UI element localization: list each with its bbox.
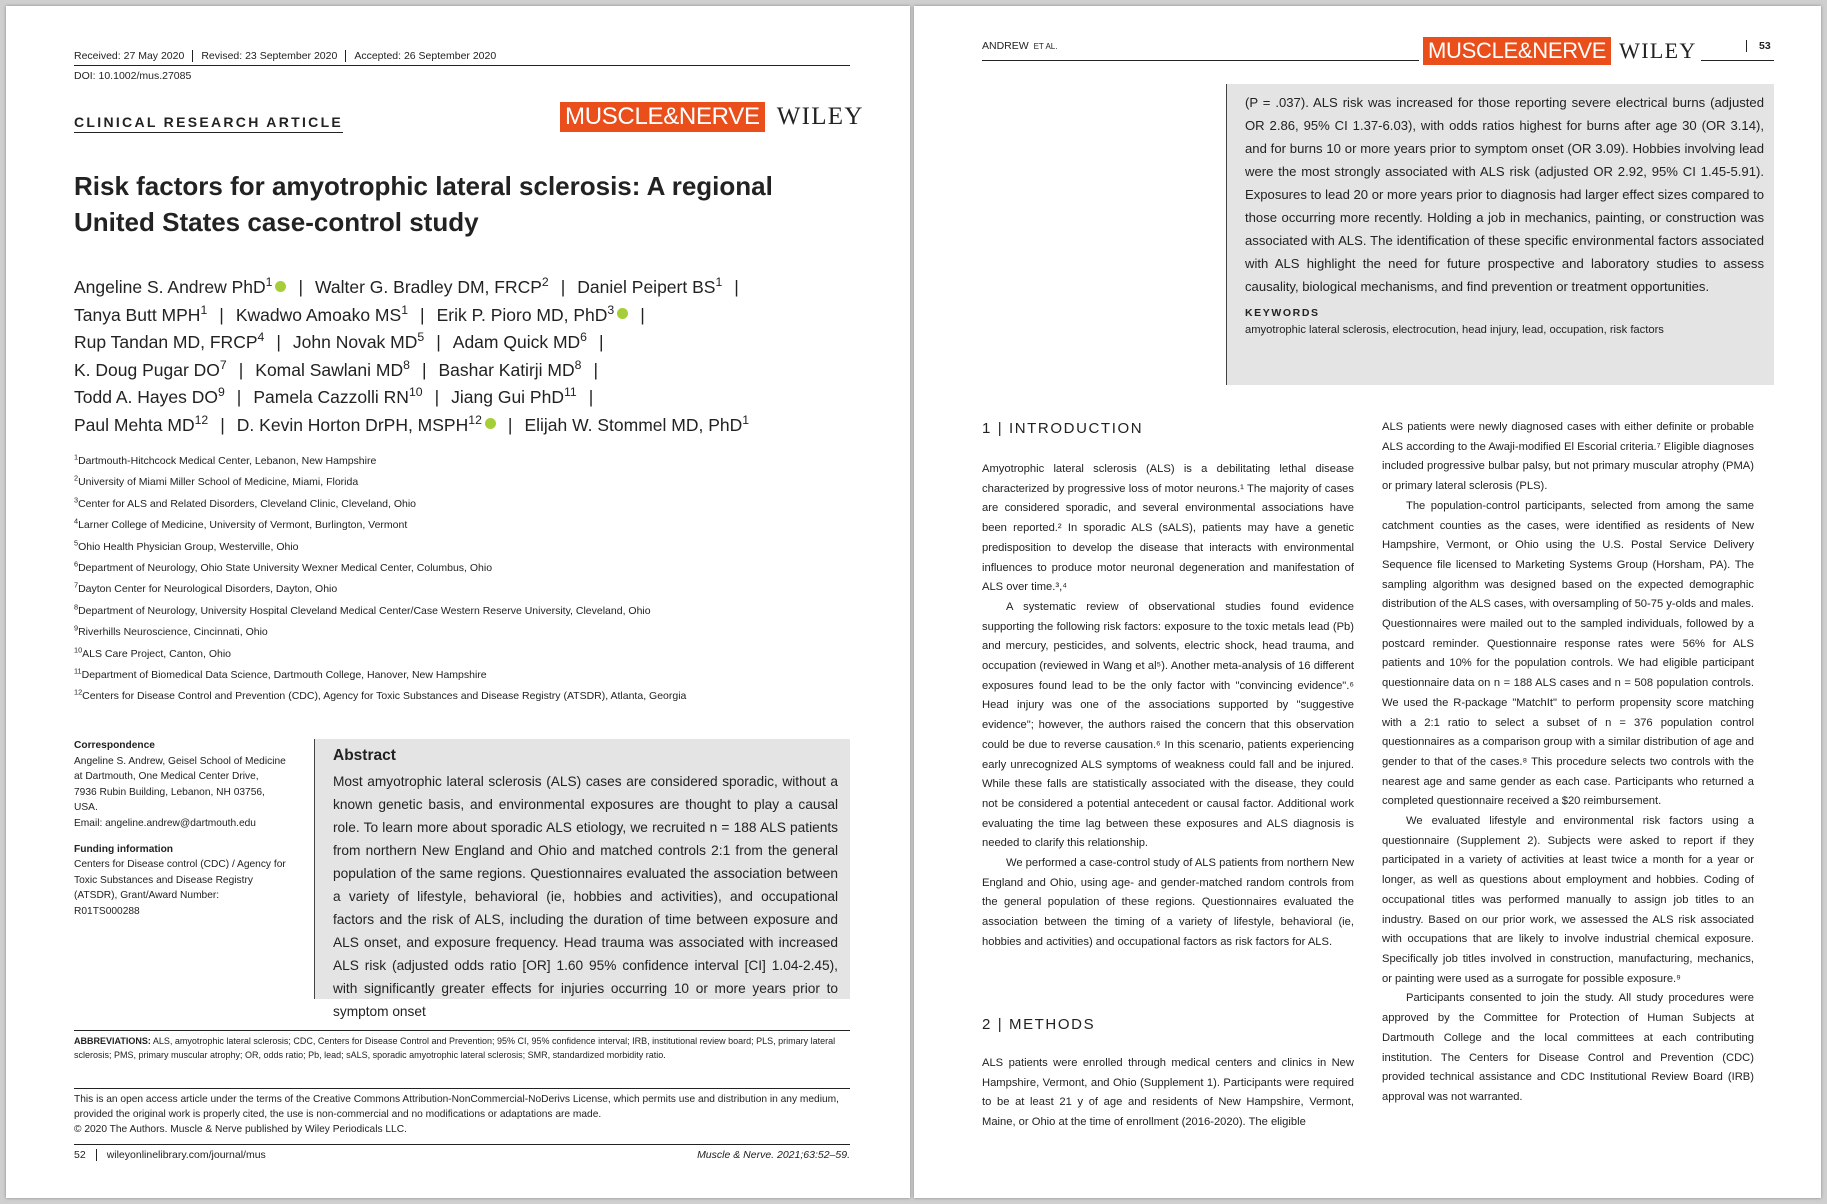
author-name[interactable]: Paul Mehta MD xyxy=(74,414,195,435)
affiliation-text: Dartmouth-Hitchcock Medical Center, Lebanon, New Hampshire xyxy=(78,455,377,467)
keywords-heading: KEYWORDS xyxy=(1245,307,1320,319)
author-name[interactable]: Bashar Katirji MD xyxy=(438,359,575,380)
author-affiliation-number: 3 xyxy=(607,302,615,317)
abstract-heading: Abstract xyxy=(333,747,396,764)
affiliation-text: Center for ALS and Related Disorders, Cleveland Clinic, Cleveland, Ohio xyxy=(78,497,417,510)
author-name[interactable]: Angeline S. Andrew PhD xyxy=(74,277,266,297)
author-separator: | xyxy=(434,387,440,407)
author-line xyxy=(74,302,874,330)
methods-paragraph: We evaluated lifestyle and environmental risk factors using a questionnaire (Supplement 2). Subjects were asked to report if they participated in a variety of activities at least twice a month for a year or longer, as well as questions about employment and hobbies. Coding of occupational titles was performed manually to assign job titles to an industry. Based on our prior work, we assessed the ALS risk associated with occupations that are likely to involve industrial chemical exposure. Specifically job titles involved in construction, manufacturing, mechanics, or painting were used as a surrogate for possible exposure.⁹ xyxy=(1382,815,1754,985)
header-rule xyxy=(74,65,850,66)
abstract-continued-text: (P = .037). ALS risk was increased for those reporting severe electrical burns (adjusted OR 2.86, 95% CI 1.37-6.03), with odds ratios highest for burns after age 30 (OR 3.14), and for burns 10 or more years prior to symptom onset (OR 3.09). Hobbies involving lead were the most strongly associated with ALS risk (adjusted OR 2.92, 95% CI 1.45-5.91). Exposures to lead 20 or more years prior to diagnosis had larger effect sizes compared to those occurring more recently. Holding a job in mechanics, painting, or construction was associated with ALS. The identification of these specific environmental factors associated with ALS highlight the need for future prospective and laboratory studies to assess causality, biological mechanisms, and find prevention or treatment opportunities. xyxy=(1245,95,1764,294)
affiliation-text: ALS Care Project, Canton, Ohio xyxy=(82,647,231,660)
author-separator: | xyxy=(436,332,441,352)
author-separator: | xyxy=(640,304,645,325)
author-affiliation-number: 4 xyxy=(257,330,265,345)
affiliation-text: Dayton Center for Neurological Disorders, Dayton, Ohio xyxy=(78,583,338,596)
funding-line: R01TS000288 xyxy=(74,905,140,917)
author-affiliation-number: 2 xyxy=(541,275,549,290)
affiliation-list xyxy=(74,451,874,708)
received-date: Received: 27 May 2020 xyxy=(74,50,193,62)
author-separator: | xyxy=(560,277,566,297)
abbreviations-text: ALS, amyotrophic lateral sclerosis; CDC, Centers for Disease Control and Prevention; 95% CI, 95% confidence interval; IRB, institutional review board; PLS, primary lateral sclerosis; PMS, primary muscular atrophy; OR, odds ratio; Pb, lead; sALS, sporadic amyotrophic lateral sclerosis; SMR, standardized morbidity ratio. xyxy=(74,1036,836,1060)
methods-paragraph: The population-control participants, selected from among the same catchment counties as the cases, were identified as residents of New Hampshire, Vermont, or Ohio using the U.S. Postal Service Delivery Sequence file licensed to Marketing Systems Group (Horsham, PA). The sampling algorithm was designed based on the expected demographic distribution of the ALS cases, with oversampling of 50-75 y-olds and males. Questionnaires were mailed out to the sampled individuals, followed by a postcard reminder. Questionnaire response rates were 56% for ALS patients and 10% for the population controls. We had eligible participant questionnaire data on n = 188 ALS cases and n = 508 population controls. We used the R-package "MatchIt" to perform propensity score matching with a 2:1 ratio to select a subset of n = 376 population control questionnaires as a comparison group with a similar distribution of age and gender to that of the cases.⁸ This procedure selects two controls with the nearest age and same gender as each case. Participants who returned a completed questionnaire received a $20 reimbursement. xyxy=(1382,499,1754,808)
introduction-column xyxy=(982,460,1354,953)
affiliation-item xyxy=(74,644,874,665)
affiliation-number: 8 xyxy=(74,602,79,612)
author-affiliation-number: 1 xyxy=(715,275,723,290)
journal-logo[interactable]: MUSCLE&NERVE xyxy=(1423,37,1611,65)
author-affiliation-number: 6 xyxy=(580,330,587,345)
right-page xyxy=(914,6,1821,1198)
introduction-paragraph: We performed a case-control study of ALS patients from northern New England and Ohio, using age- and gender-matched random controls from the general population of these regions. Questionnaires evaluated the association between the timing of a variety of lifestyle, behavioral (ie, hobbies and activities) and occupational factors as risk factors for ALS. xyxy=(982,857,1355,948)
orcid-icon[interactable] xyxy=(275,281,286,292)
author-separator: | xyxy=(588,387,594,407)
affiliation-item xyxy=(74,665,874,686)
affiliation-number: 5 xyxy=(74,538,79,548)
affiliation-number: 3 xyxy=(74,495,79,505)
author-name[interactable]: Rup Tandan MD, FRCP xyxy=(74,332,258,352)
affiliation-number: 12 xyxy=(74,687,83,697)
correspondence-heading: Correspondence xyxy=(74,740,155,751)
funding-lines xyxy=(74,857,309,919)
affiliation-item xyxy=(74,515,874,536)
author-separator: | xyxy=(420,304,425,325)
orcid-icon[interactable] xyxy=(617,308,628,319)
author-separator: | xyxy=(276,332,281,352)
wiley-logo[interactable]: WILEY xyxy=(776,103,864,130)
correspondence-block xyxy=(74,738,309,920)
author-name[interactable]: Adam Quick MD xyxy=(452,332,581,352)
author-separator xyxy=(749,415,773,435)
journal-url[interactable]: wileyonlinelibrary.com/journal/mus xyxy=(106,1149,266,1161)
author-line xyxy=(74,357,874,385)
running-head-etal: ET AL. xyxy=(1033,42,1058,51)
author-separator: | xyxy=(734,277,739,297)
affiliation-number: 6 xyxy=(74,559,79,569)
author-name[interactable]: Erik P. Pioro MD, PhD xyxy=(436,304,608,325)
affiliation-number: 2 xyxy=(74,473,79,483)
author-name[interactable]: K. Doug Pugar DO xyxy=(74,359,220,380)
journal-logo[interactable]: MUSCLE&NERVE xyxy=(560,102,765,132)
author-name[interactable]: John Novak MD xyxy=(292,332,418,352)
author-separator: | xyxy=(238,359,244,380)
running-head-author: ANDREW xyxy=(982,40,1029,52)
affiliation-text: Centers for Disease Control and Prevention (CDC), Agency for Toxic Substances and Disease Registry (ATSDR), Atlanta, Georgia xyxy=(82,690,687,703)
author-separator: | xyxy=(507,414,513,435)
abstract-text: Most amyotrophic lateral sclerosis (ALS) cases are considered sporadic, without a known genetic basis, and environmental exposures are thought to play a causal role. To learn more about sporadic ALS etiology, we recruited n = 188 ALS patients from northern New England and Ohio and matched controls 2:1 from the general population of the same regions. Questionnaires evaluated the association between a variety of lifestyle, behavioral (ie, hobbies and activities), and occupational factors and the risk of ALS, including the duration of time between exposure and ALS onset, and exposure frequency. Head trauma was associated with increased ALS risk (adjusted odds ratio [OR] 1.60 95% confidence interval [CI] 1.04-2.45), with significantly greater effects for injuries occurring 10 or more years prior to symptom onset xyxy=(333,774,838,1019)
footer-rule xyxy=(74,1144,850,1145)
author-line xyxy=(74,412,874,440)
correspondence-lines xyxy=(74,754,309,832)
author-name[interactable]: Kwadwo Amoako MS xyxy=(235,304,402,325)
journal-branding xyxy=(1419,37,1701,65)
author-separator: | xyxy=(593,359,599,380)
correspondence-line: 7936 Rubin Building, Lebanon, NH 03756, xyxy=(74,786,265,798)
author-affiliation-number: 8 xyxy=(403,357,410,372)
author-separator: | xyxy=(236,387,242,407)
author-separator: | xyxy=(298,277,304,297)
affiliation-text: Department of Biomedical Data Science, Dartmouth College, Hanover, New Hampshire xyxy=(81,669,487,682)
affiliation-number: 4 xyxy=(74,516,79,526)
author-separator: | xyxy=(219,304,224,325)
article-type: CLINICAL RESEARCH ARTICLE xyxy=(74,114,343,133)
affiliation-number: 10 xyxy=(74,645,83,655)
affiliation-text: Ohio Health Physician Group, Westerville, Ohio xyxy=(78,540,299,553)
methods-paragraph: Participants consented to join the study. All study procedures were approved by the Committee for Protection of Human Subjects at Dartmouth College and the local committees at each contributing institution. The Centers for Disease Control and Prevention (CDC) provided technical assistance and CDC Institutional Review Board (IRB) approval was not warranted. xyxy=(1382,992,1754,1103)
running-head xyxy=(982,40,1057,52)
affiliation-item xyxy=(74,451,874,472)
article-history xyxy=(74,50,504,62)
author-affiliation-number: 11 xyxy=(563,385,577,400)
affiliation-text: Larner College of Medicine, University of Vermont, Burlington, Vermont xyxy=(78,519,408,532)
correspondence-line: Angeline S. Andrew, Geisel School of Medicine xyxy=(74,755,286,767)
affiliation-item xyxy=(74,494,874,515)
affiliation-number: 9 xyxy=(74,623,79,633)
article-title: Risk factors for amyotrophic lateral sclerosis: A regional United States case-control study xyxy=(74,171,773,237)
abbreviations xyxy=(74,1030,850,1062)
affiliation-text: Riverhills Neuroscience, Cincinnati, Ohio xyxy=(78,626,268,639)
introduction-heading: 1 | INTRODUCTION xyxy=(982,420,1144,437)
affiliation-number: 11 xyxy=(74,666,82,676)
methods-heading: 2 | METHODS xyxy=(982,1016,1096,1033)
funding-line: Centers for Disease control (CDC) / Agency for xyxy=(74,859,286,871)
introduction-paragraph: A systematic review of observational studies found evidence supporting the following risk factors: exposure to the toxic metals lead (Pb) and mercury, pesticides, and solvents, electric shock, head trauma, and occupation (reviewed in Wang et al⁵). Another meta-analysis of 16 different exposures found lead to be the only factor with "convincing evidence".⁶ Head injury was one of the associations supported by "suggestive evidence"; however, the authors raised the concern that this observation could be due to reverse causation.⁶ In this scenario, patients experiencing early unrecognized ALS symptoms of weakness could fall and be injured. While these falls are statistically associated with the disease, they could not be considered a potential antecedent or causal factor. Additional work evaluating the time lag between these exposures and ALS diagnosis is needed to clarify this relationship. xyxy=(982,600,1354,850)
methods-paragraph: ALS patients were newly diagnosed cases with either definite or probable ALS according to the Awaji-modified El Escorial criteria.⁷ Eligible diagnoses included progressive bulbar palsy, but not primary muscular atrophy (PMA) or primary lateral sclerosis (PLS). xyxy=(1382,421,1754,493)
author-separator: | xyxy=(220,414,225,435)
author-name[interactable]: Elijah W. Stommel MD, PhD xyxy=(524,414,743,435)
author-affiliation-number: 1 xyxy=(401,302,409,317)
affiliation-text: Department of Neurology, University Hospital Cleveland Medical Center/Case Western Reserve University, Cleveland, Ohio xyxy=(78,604,651,617)
funding-line: Toxic Substances and Disease Registry xyxy=(74,874,253,886)
license-notice xyxy=(74,1088,850,1137)
methods-paragraph: ALS patients were enrolled through medical centers and clinics in New Hampshire, Vermont, and Ohio (Supplement 1). Participants were required to be at least 21 y of age and residents of New Hampshire, Vermont, Maine, or Ohio at the time of enrollment (2016-2020). The eligible xyxy=(982,1057,1354,1129)
journal-branding xyxy=(560,102,864,132)
author-affiliation-number: 8 xyxy=(574,357,582,372)
author-affiliation-number: 10 xyxy=(408,385,423,400)
author-name[interactable]: Pamela Cazzolli RN xyxy=(253,387,409,407)
abstract-continued-box xyxy=(1226,84,1774,385)
affiliation-number: 1 xyxy=(74,452,79,462)
keywords-text: amyotrophic lateral sclerosis, electrocution, head injury, lead, occupation, risk factors xyxy=(1245,324,1664,336)
wiley-logo[interactable]: WILEY xyxy=(1619,38,1697,63)
affiliation-text: University of Miami Miller School of Medicine, Miami, Florida xyxy=(78,476,359,489)
license-text: This is an open access article under the terms of the Creative Commons Attribution-NonCommercial-NoDerivs License, which permits use and distribution in any medium, provided the original work is properly cited, the use is non-commercial and no modifications or adaptations are made. xyxy=(74,1094,839,1120)
affiliation-item xyxy=(74,472,874,493)
orcid-icon[interactable] xyxy=(485,418,496,429)
revised-date: Revised: 23 September 2020 xyxy=(193,50,346,62)
author-name[interactable]: Todd A. Hayes DO xyxy=(74,387,218,407)
page-number: 53 xyxy=(1746,40,1771,52)
author-affiliation-number: 9 xyxy=(217,385,225,400)
affiliation-item xyxy=(74,622,874,643)
abstract-box xyxy=(314,739,850,1019)
author-line xyxy=(74,274,874,302)
methods-column xyxy=(982,1054,1354,1133)
left-page xyxy=(6,6,910,1198)
affiliation-text: Department of Neurology, Ohio State University Wexner Medical Center, Columbus, Ohio xyxy=(78,562,493,575)
author-affiliation-number: 1 xyxy=(742,412,750,427)
correspondence-line: at Dartmouth, One Medical Center Drive, xyxy=(74,771,259,783)
page-footer xyxy=(74,1149,850,1161)
introduction-paragraph: Amyotrophic lateral sclerosis (ALS) is a debilitating lethal disease characterized by progressive loss of motor neurons.¹ The majority of cases are considered sporadic, and several environmental associations have been reported.² In sporadic ALS (sALS), patients may have a genetic predisposition to develop the disease that interacts with environmental influences to produce motor neuronal degeneration and manifestation of ALS over time.³,⁴ xyxy=(982,463,1354,594)
author-list xyxy=(74,274,874,439)
funding-heading: Funding information xyxy=(74,843,174,855)
doi[interactable]: DOI: 10.1002/mus.27085 xyxy=(74,70,192,82)
affiliation-item xyxy=(74,579,874,600)
author-affiliation-number: 12 xyxy=(194,412,209,427)
author-line xyxy=(74,329,874,357)
author-affiliation-number: 1 xyxy=(265,275,273,290)
affiliation-item xyxy=(74,558,874,579)
affiliation-number: 7 xyxy=(74,580,79,590)
page-number: 52 xyxy=(74,1149,97,1161)
funding-line: (ATSDR), Grant/Award Number: xyxy=(74,890,220,902)
author-affiliation-number: 1 xyxy=(200,302,208,317)
abbreviations-label: ABBREVIATIONS: xyxy=(74,1036,151,1046)
accepted-date: Accepted: 26 September 2020 xyxy=(354,50,497,62)
affiliation-item xyxy=(74,601,874,622)
author-name[interactable]: Jiang Gui PhD xyxy=(451,387,564,407)
author-separator: | xyxy=(598,332,604,352)
author-name[interactable]: Komal Sawlani MD xyxy=(255,359,404,380)
author-line xyxy=(74,384,874,412)
author-name[interactable]: Daniel Peipert BS xyxy=(577,277,716,297)
copyright: © 2020 The Authors. Muscle & Nerve published by Wiley Periodicals LLC. xyxy=(74,1124,407,1135)
second-column xyxy=(1382,418,1754,1108)
correspondence-line: Email: angeline.andrew@dartmouth.edu xyxy=(74,817,256,829)
author-affiliation-number: 12 xyxy=(468,412,482,427)
citation: Muscle & Nerve. 2021;63:52–59. xyxy=(697,1149,850,1161)
author-separator: | xyxy=(421,359,427,380)
author-affiliation-number: 5 xyxy=(417,330,425,345)
affiliation-item xyxy=(74,537,874,558)
author-name[interactable]: Tanya Butt MPH xyxy=(74,304,201,325)
correspondence-line: USA. xyxy=(74,802,98,814)
affiliation-item xyxy=(74,686,874,707)
author-name[interactable]: Walter G. Bradley DM, FRCP xyxy=(315,277,542,297)
author-affiliation-number: 7 xyxy=(219,357,227,372)
author-name[interactable]: D. Kevin Horton DrPH, MSPH xyxy=(236,414,469,435)
